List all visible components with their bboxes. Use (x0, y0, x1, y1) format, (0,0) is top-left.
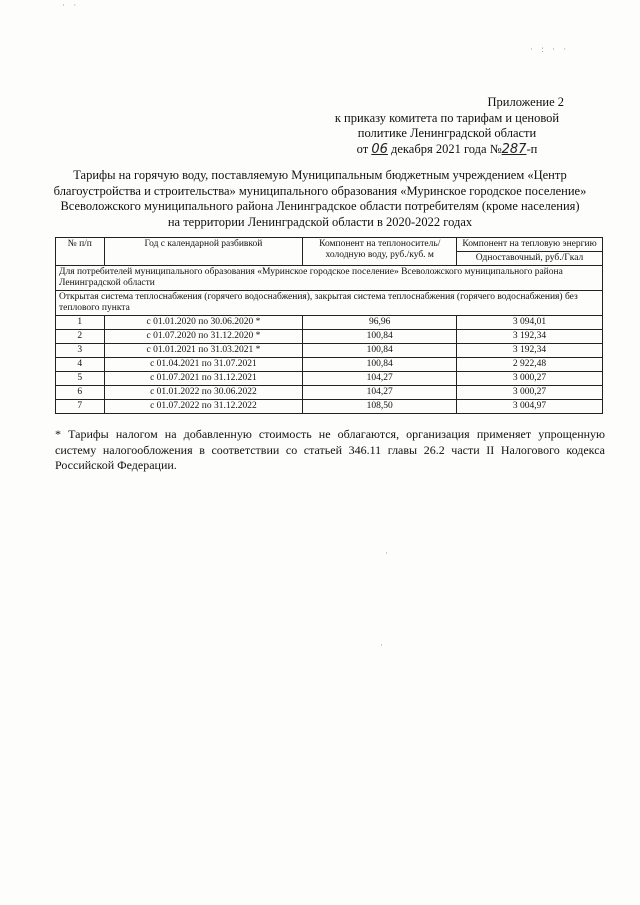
cell-period: с 01.04.2021 по 31.07.2021 (104, 358, 303, 372)
cell-energy: 2 922,48 (457, 358, 603, 372)
header-carrier: Компонент на теплоноситель/ холодную воду, руб./куб. м (303, 238, 457, 266)
cell-num: 3 (56, 344, 105, 358)
appendix-title: Приложение 2 (487, 95, 564, 109)
date-prefix: от (356, 141, 369, 156)
cell-period: с 01.01.2020 по 30.06.2020 * (104, 316, 303, 330)
cell-num: 6 (56, 386, 105, 400)
date-rest: декабря 2021 года № (391, 141, 502, 156)
appendix-committee: политике Ленинградской области (357, 126, 537, 140)
table-section-row (56, 291, 603, 316)
table-row (56, 400, 603, 414)
cell-energy: 3 094,01 (457, 316, 603, 330)
cell-period: с 01.07.2021 по 31.12.2021 (104, 372, 303, 386)
table-row (56, 316, 603, 330)
table-row (56, 358, 603, 372)
scan-mark: · (385, 548, 391, 558)
scan-mark: · · (62, 0, 80, 10)
cell-period: с 01.07.2020 по 31.12.2020 * (104, 330, 303, 344)
table-row (56, 372, 603, 386)
appendix-order-ref: к приказу комитета по тарифам и ценовой (334, 110, 560, 125)
table-header-row (56, 238, 603, 252)
section-consumers: Для потребителей муниципального образования «Муринское городское поселение» Всеволожского муниципального района Ленинградской области (56, 266, 603, 291)
cell-energy: 3 000,27 (457, 386, 603, 400)
header-num: № п/п (56, 238, 105, 266)
tariffs-table (55, 237, 603, 414)
table-row (56, 330, 603, 344)
cell-num: 1 (56, 316, 105, 330)
cell-num: 7 (56, 400, 105, 414)
order-number: 287 (501, 141, 527, 157)
title-line: благоустройства и строительства» муниципального образования «Муринское городское поселение» (53, 183, 587, 198)
title-line: Всеволожского муниципального района Ленинградское области потребителям (кроме населения) (60, 199, 580, 213)
cell-carrier: 104,27 (303, 386, 457, 400)
table-row (56, 344, 603, 358)
cell-carrier: 100,84 (303, 358, 457, 372)
cell-carrier: 100,84 (303, 330, 457, 344)
cell-carrier: 100,84 (303, 344, 457, 358)
cell-num: 5 (56, 372, 105, 386)
cell-carrier: 104,27 (303, 372, 457, 386)
date-day: 06 (371, 141, 388, 157)
cell-energy: 3 192,34 (457, 330, 603, 344)
section-system: Открытая система теплоснабжения (горячего водоснабжения), закрытая система теплоснабжения (горячего водоснабжения) без теплового пункта (56, 291, 603, 316)
cell-energy: 3 192,34 (457, 344, 603, 358)
appendix-header (312, 95, 582, 157)
footnote: * Тарифы налогом на добавленную стоимость не облагаются, организация применяет упрощенную систему налогообложения в соответствии со статьей 346.11 главы 26.2 части II Налогового кодекса Российской Федерации. (55, 427, 605, 472)
cell-period: с 01.01.2021 по 31.03.2021 * (104, 344, 303, 358)
header-period: Год с календарной разбивкой (104, 238, 303, 266)
cell-period: с 01.01.2022 по 30.06.2022 (104, 386, 303, 400)
cell-period: с 01.07.2022 по 31.12.2022 (104, 400, 303, 414)
cell-carrier: 96,96 (303, 316, 457, 330)
header-energy: Компонент на тепловую энергию (457, 238, 603, 252)
scan-mark: · : · · (530, 44, 570, 54)
scan-mark: · (380, 640, 386, 650)
cell-num: 2 (56, 330, 105, 344)
appendix-date (312, 142, 582, 158)
cell-energy: 3 000,27 (457, 372, 603, 386)
table-row (56, 386, 603, 400)
title-line: на территории Ленинградской области в 2020-2022 годах (167, 214, 473, 229)
header-energy-sub: Одноставочный, руб./Гкал (457, 252, 603, 266)
cell-energy: 3 004,97 (457, 400, 603, 414)
order-suffix: -п (526, 141, 538, 156)
title-line: Тарифы на горячую воду, поставляемую Муниципальным бюджетным учреждением «Центр (73, 168, 567, 182)
cell-carrier: 108,50 (303, 400, 457, 414)
cell-num: 4 (56, 358, 105, 372)
table-section-row (56, 266, 603, 291)
document-title (40, 168, 600, 230)
